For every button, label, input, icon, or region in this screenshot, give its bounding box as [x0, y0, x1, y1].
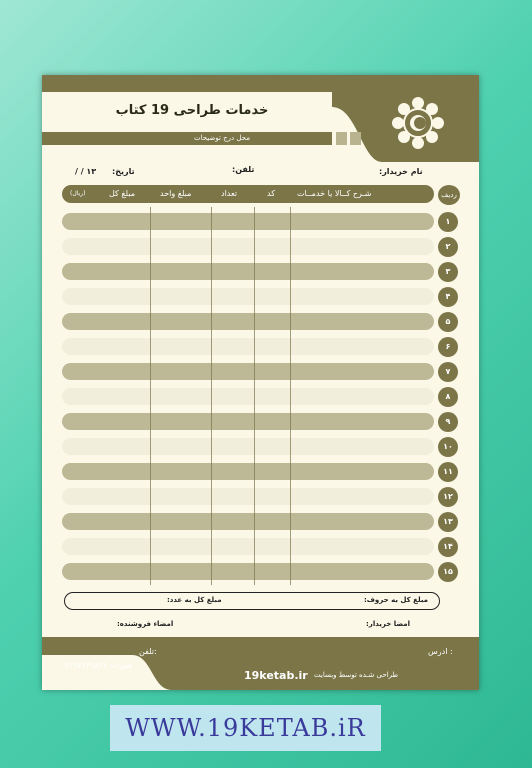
column-divider: [211, 207, 212, 585]
table-row: [62, 263, 434, 280]
table-row: [62, 238, 434, 255]
form-title: خدمات طراحی 19 کتاب: [115, 103, 269, 118]
row-number: ۱۰: [438, 437, 458, 457]
total-unit-header: (ریال): [70, 190, 86, 197]
phone-label: تلفن:: [232, 165, 255, 174]
column-divider: [254, 207, 255, 585]
row-number: ۶: [438, 337, 458, 357]
address-label: ادرس :: [428, 647, 453, 656]
unit-price-header: مبلغ واحد: [160, 189, 192, 198]
row-number: ۱۴: [438, 537, 458, 557]
radif-header: ردیف: [438, 185, 460, 205]
column-divider: [290, 207, 291, 585]
row-number: ۱۳: [438, 512, 458, 532]
date-label: تاریخ:: [112, 167, 135, 176]
code-header: کد: [267, 189, 276, 198]
flower-logo-icon: [386, 91, 450, 155]
row-number: ۱۲: [438, 487, 458, 507]
site-link[interactable]: 19ketab.ir: [244, 669, 308, 682]
table-row: [62, 213, 434, 230]
form-subtitle: محل درج توضیحات: [194, 134, 250, 142]
invoice-sheet: [42, 75, 479, 690]
table-row: [62, 338, 434, 355]
table-row: [62, 513, 434, 530]
footer-phone-label: تلفن:: [139, 647, 157, 656]
mobile-number: همراه: ۰۹۱۹۷۷۳۹۸۳۶: [60, 661, 133, 670]
row-number: ۴: [438, 287, 458, 307]
table-row: [62, 388, 434, 405]
total-header: مبلغ کل: [109, 189, 136, 198]
column-divider: [150, 207, 151, 585]
row-number: ۸: [438, 387, 458, 407]
table-row: [62, 438, 434, 455]
date-value: / / ۱۳: [75, 167, 97, 176]
table-row: [62, 363, 434, 380]
top-bar: [42, 75, 479, 92]
watermark-banner: WWW.19KETAB.iR: [110, 705, 381, 751]
row-number: ۵: [438, 312, 458, 332]
buyer-signature-label: امضا خریدار:: [366, 620, 410, 628]
table-row: [62, 463, 434, 480]
buyer-name-label: نام خریدار:: [379, 167, 423, 176]
row-number: ۷: [438, 362, 458, 382]
qty-header: تعداد: [221, 189, 238, 198]
table-row: [62, 563, 434, 580]
decor-square: [336, 132, 347, 145]
row-number: ۳: [438, 262, 458, 282]
table-row: [62, 538, 434, 555]
row-number: ۱۵: [438, 562, 458, 582]
total-in-words-label: مبلغ کل به حروف:: [364, 596, 429, 604]
row-number: ۱: [438, 212, 458, 232]
row-number: ۲: [438, 237, 458, 257]
table-row: [62, 313, 434, 330]
desc-header: شـرح کــالا یا خدمــات: [297, 189, 372, 198]
table-row: [62, 488, 434, 505]
decor-square: [350, 132, 361, 145]
table-row: [62, 413, 434, 430]
seller-signature-label: امضاء فروشنده:: [117, 620, 174, 628]
table-row: [62, 288, 434, 305]
designed-by-text: طراحی شـده توسط وبسایت: [314, 671, 399, 679]
row-number: ۹: [438, 412, 458, 432]
total-in-numbers-label: مبلغ کل به عدد:: [167, 596, 222, 604]
row-number: ۱۱: [438, 462, 458, 482]
